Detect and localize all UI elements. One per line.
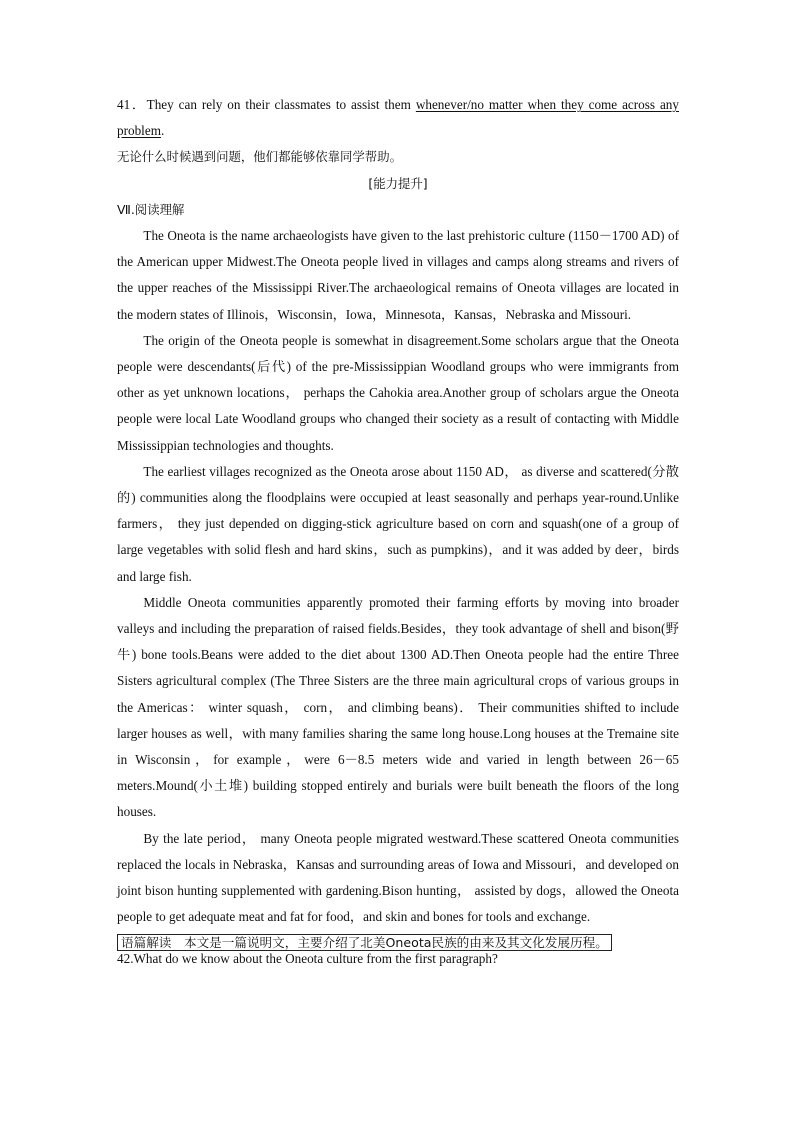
item-41-prefix: 41．They can rely on their classmates to assist them <box>117 97 416 112</box>
part-title: Ⅶ.阅读理解 <box>117 201 185 217</box>
paragraph-5: By the late period， many Oneota people migrated westward.These scattered Oneota communities replaced the locals in Nebraska，Kansas and surrounding areas of Iowa and Missouri，and developed on joint bison hunting supplemented with gardening.Bison hunting， assisted by dogs，allowed the Oneota people to get adequate meat and fat for food，and skin and bones for tools and exchange. <box>117 830 679 925</box>
paragraph-2: The origin of the Oneota people is somewhat in disagreement.Some scholars argue that the Oneota people were descendants(后代) of the pre-Mississippian Woodland groups who were immigrants from other as yet unknown locations， perhaps the Cahokia area.Another group of scholars argue the Oneota people were local Late Woodland groups who changed their society as a result of contacting with Middle Mississippian technologies and thoughts. <box>117 332 679 453</box>
item-41-translation: 无论什么时候遇到问题，他们都能够依靠同学帮助。 <box>117 149 402 165</box>
item-41 <box>117 92 679 144</box>
passage-note: 语篇解读 本文是一篇说明文，主要介绍了北美Oneota民族的由来及其文化发展历程。 <box>117 934 612 951</box>
paragraph-4: Middle Oneota communities apparently promoted their farming efforts by moving into broader valleys and including the preparation of raised fields.Besides，they took advantage of shell and bison(野牛) bone tools.Beans were added to the diet about 1300 AD.Then Oneota people had the entire Three Sisters agricultural complex (The Three Sisters are the three main agricultural crops of various groups in the Americas： winter squash， corn， and climbing beans)． Their communities shifted to include larger houses as well，with many families sharing the same long house.Long houses at the Tremaine site in Wisconsin，for example，were 6－8.5 meters wide and varied in length between 26－65 meters.Mound(小土堆) building stopped entirely and burials were built beneath the floors of the long houses. <box>117 594 679 820</box>
item-41-suffix: . <box>160 123 165 139</box>
paragraph-1: The Oneota is the name archaeologists have given to the last prehistoric culture (1150－1700 AD) of the American upper Midwest.The Oneota people lived in villages and camps along streams and rivers of the upper reaches of the Mississippi River.The archaeological remains of Oneota villages are located in the modern states of Illinois，Wisconsin，Iowa，Minnesota，Kansas，Nebraska and Missouri. <box>117 228 679 322</box>
paragraph-3: The earliest villages recognized as the Oneota arose about 1150 AD， as diverse and scattered(分散的) communities along the floodplains were occupied at least seasonally and perhaps year-round.Unlike farmers， they just depended on digging-stick agriculture based on corn and squash(one of a group of large vegetables with solid flesh and hard skins，such as pumpkins)，and it was added by deer，birds and large fish. <box>117 463 679 584</box>
section-title: [能力提升] <box>368 175 428 191</box>
question-42: 42.What do we know about the Oneota culture from the first paragraph? <box>117 950 498 966</box>
item-41-answer: whenever/no matter when they come across any problem <box>117 97 679 139</box>
document-page <box>117 92 679 967</box>
